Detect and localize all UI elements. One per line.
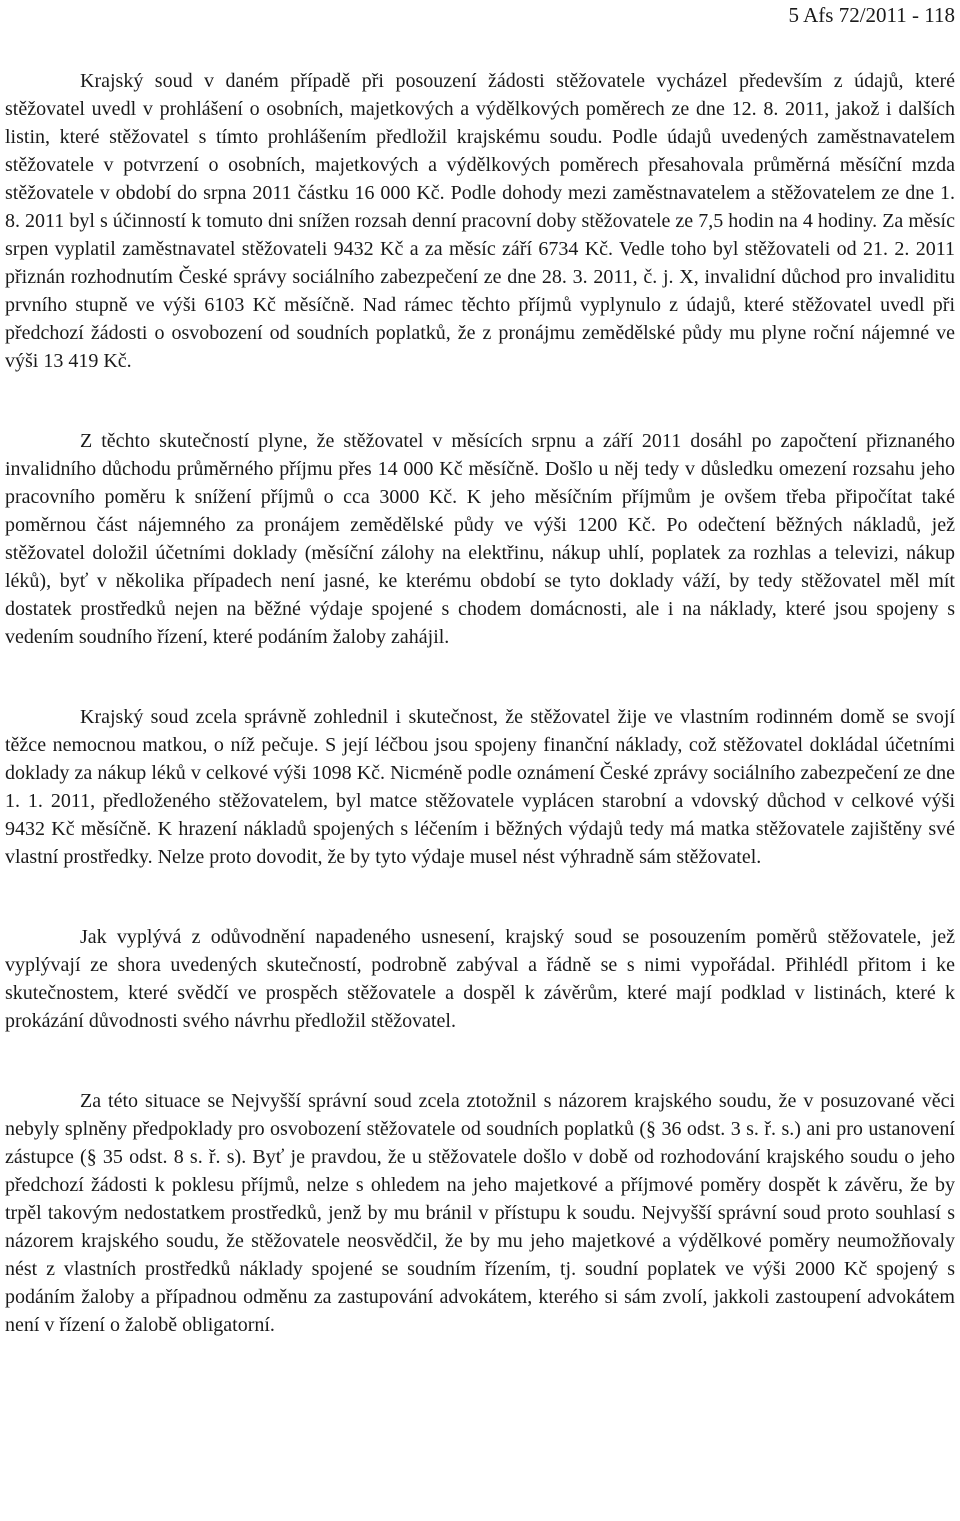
paragraph: Z těchto skutečností plyne, že stěžovatel v měsících srpnu a září 2011 dosáhl po započtení přiznaného invalidního důchodu průměrného příjmu přes 14 000 Kč měsíčně. Došlo u něj tedy v důsledku omezení rozsahu jeho pracovního poměru k snížení příjmů o cca 3000 Kč. K jeho měsíčním příjmům je ovšem třeba připočítat také poměrnou část nájemného za pronájem zemědělské půdy ve výši 1200 Kč. Po odečtení běžných nákladů, jež stěžovatel doložil účetními doklady (měsíční zálohy na elektřinu, nákup uhlí, poplatek za rozhlas a televizi, nákup léků), byť v několika případech není jasné, ke kterému období se tyto doklady váží, by tedy stěžovatel měl mít dostatek prostředků nejen na běžné výdaje spojené s chodem domácnosti, ale i na náklady, které jsou spojeny s vedením soudního řízení, které podáním žaloby zahájil. bbox=[5, 430, 955, 648]
paragraph: Jak vyplývá z odůvodnění napadeného usnesení, krajský soud se posouzením poměrů stěžovatele, jež vyplývají ze shora uvedených skutečností, podrobně zabýval a řádně se s nimi vypořádal. Přihlédl přitom i ke skutečnostem, které svědčí ve prospěch stěžovatele a dospěl k závěrům, které mají podklad v listinách, které k prokázání důvodnosti svého návrhu předložil stěžovatel. bbox=[5, 926, 955, 1032]
paragraph: Krajský soud v daném případě při posouzení žádosti stěžovatele vycházel především z údajů, které stěžovatel uvedl v prohlášení o osobních, majetkových a výdělkových poměrech ze dne 12. 8. 2011, jakož i dalších listin, které stěžovatel s tímto prohlášením předložil krajskému soudu. Podle údajů uvedených zaměstnavatelem stěžovatele v potvrzení o osobních, majetkových a výdělkových poměrech přesahovala průměrná měsíční mzda stěžovatele v období do srpna 2011 částku 16 000 Kč. Podle dohody mezi zaměstnavatelem a stěžovatelem ze dne 1. 8. 2011 byl s účinností k tomuto dni snížen rozsah denní pracovní doby stěžovatele ze 7,5 hodin na 4 hodiny. Za měsíc srpen vyplatil zaměstnavatel stěžovateli 9432 Kč a za měsíc září 6734 Kč. Vedle toho byl stěžovateli od 21. 2. 2011 přiznán rozhodnutím České správy sociálního zabezpečení ze dne 28. 3. 2011, č. j. X, invalidní důchod pro invaliditu prvního stupně ve výši 6103 Kč měsíčně. Nad rámec těchto příjmů vyplynulo z údajů, které stěžovatel uvedl při předchozí žádosti o osvobození od soudních poplatků, že z pronájmu zemědělské půdy mu plyne roční nájemné ve výši 13 419 Kč. bbox=[5, 70, 955, 372]
paragraph: Krajský soud zcela správně zohlednil i skutečnost, že stěžovatel žije ve vlastním rodinném domě se svojí těžce nemocnou matkou, o níž pečuje. S její léčbou jsou spojeny finanční náklady, což stěžovatel dokládal účetními doklady za nákup léků v celkové výši 1098 Kč. Nicméně podle oznámení České zprávy sociálního zabezpečení ze dne 1. 1. 2011, předloženého stěžovatelem, byl matce stěžovatele vyplácen starobní a vdovský důchod v celkové výši 9432 Kč měsíčně. K hrazení nákladů spojených s léčením i běžných výdajů tedy má matka stěžovatele zajištěny své vlastní prostředky. Nelze proto dovodit, že by tyto výdaje musel nést výhradně sám stěžovatel. bbox=[5, 706, 955, 868]
paragraph: Za této situace se Nejvyšší správní soud zcela ztotožnil s názorem krajského soudu, že v posuzované věci nebyly splněny předpoklady pro osvobození stěžovatele od soudních poplatků (§ 36 odst. 3 s. ř. s.) ani pro ustanovení zástupce (§ 35 odst. 8 s. ř. s). Byť je pravdou, že u stěžovatele došlo v době od rozhodování krajského soudu o jeho předchozí žádosti k poklesu příjmů, nelze s ohledem na jeho majetkové a příjmové poměry dospět k závěru, že by trpěl takovým nedostatkem prostředků, jenž by mu bránil v přístupu k soudu. Nejvyšší správní soud proto souhlasí s názorem krajského soudu, že stěžovatele neosvědčil, že by mu jeho majetkové a výdělkové poměry neumožňovaly nést z vlastních prostředků náklady spojené se soudním řízením, tj. soudní poplatek ve výši 2000 Kč spojený s podáním žaloby a případnou odměnu za zastupování advokátem, kterého si sám zvolí, jakkoli zastoupení advokátem není v řízení o žalobě obligatorní. bbox=[5, 1090, 955, 1336]
document-body bbox=[5, 67, 955, 1339]
page-header-case-number: 5 Afs 72/2011 - 118 bbox=[788, 3, 955, 27]
